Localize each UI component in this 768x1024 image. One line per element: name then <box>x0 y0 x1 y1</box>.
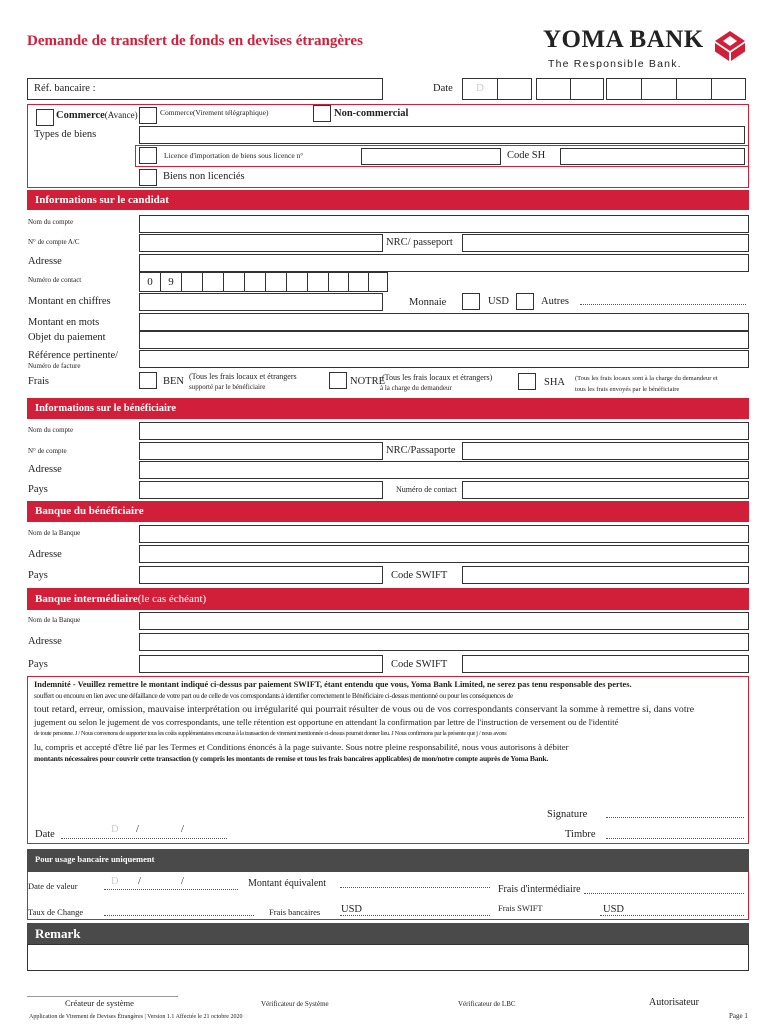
ben-bank-country-field[interactable] <box>139 566 383 584</box>
usd-label: USD <box>488 296 510 307</box>
inter-bank-address-label: Adresse <box>28 636 62 647</box>
amount-words-field[interactable] <box>139 313 749 331</box>
swift-fees-field[interactable] <box>600 915 744 916</box>
creator-signature-line <box>27 996 178 997</box>
ben-bank-swift-field[interactable] <box>462 566 749 584</box>
fees-label: Frais <box>28 376 49 387</box>
ben-contact-label: Numéro de contact <box>396 485 457 494</box>
ben-account-no-field[interactable] <box>139 442 383 460</box>
ben-bank-name-field[interactable] <box>139 525 749 543</box>
bank-fees-usd: USD <box>341 904 363 915</box>
payment-purpose-field[interactable] <box>139 331 749 349</box>
inter-bank-country-field[interactable] <box>139 655 383 673</box>
ben-account-name-field[interactable] <box>139 422 749 440</box>
other-currency-field[interactable] <box>580 304 746 305</box>
indemnity-date-label: Date <box>35 829 55 840</box>
lbc-verifier-label: Vérificateur de LBC <box>458 1000 516 1008</box>
applicant-account-name-label: Nom du compte <box>28 218 74 226</box>
payment-purpose-label: Objet du paiement <box>28 332 106 343</box>
goods-type-label: Types de biens <box>34 129 97 140</box>
ben-nrc-field[interactable] <box>462 442 749 460</box>
commerce-advance-checkbox[interactable] <box>36 109 54 126</box>
indemnity-line-5: de toute personne. J / Nous convenons de supporter tous les coûts supplémentaires encourus à la transaction de virement mentionnée ci-dessus pourrait donner lieu. J Nous confirmons par la présente que j / nous avons <box>34 730 507 737</box>
indemnity-line-4: jugement ou selon le jugement de vos correspondants, une telle rétention est opportune en attendant la confirmation par lettre de l'instruction de versement ou de l'identité <box>34 717 619 727</box>
invoice-label: Numéro de facture <box>28 362 81 370</box>
applicant-nrc-label: NRC/ passeport <box>386 237 453 248</box>
logo-tagline: The Responsible Bank. <box>548 58 682 70</box>
notre-checkbox[interactable] <box>329 372 347 389</box>
ben-account-no-label: N° de compte <box>28 447 67 455</box>
form-title: Demande de transfert de fonds en devises étrangères <box>27 33 363 49</box>
bank-use-section-header: Pour usage bancaire uniquement <box>27 849 749 872</box>
date-field-year[interactable] <box>606 78 746 100</box>
logo-text: YOMA BANK <box>543 26 704 53</box>
ben-contact-field[interactable] <box>462 481 749 499</box>
equivalent-amount-label: Montant équivalent <box>248 878 327 889</box>
sha-note-2: tous les frais envoyés par le bénéficiaire <box>575 386 680 393</box>
indemnity-date-d: D <box>111 824 119 835</box>
ben-account-name-label: Nom du compte <box>28 426 74 434</box>
date-field-month[interactable] <box>536 78 604 100</box>
inter-bank-country-label: Pays <box>28 659 48 670</box>
ben-bank-country-label: Pays <box>28 570 48 581</box>
swift-fees-usd: USD <box>603 904 625 915</box>
stamp-label: Timbre <box>565 829 596 840</box>
reference-label: Référence pertinente/ <box>28 350 119 361</box>
sha-label: SHA <box>544 377 566 388</box>
ben-bank-address-label: Adresse <box>28 549 62 560</box>
non-commercial-label: Non-commercial <box>334 108 409 119</box>
inter-bank-name-label: Nom de la Banque <box>28 616 81 624</box>
licence-number-field[interactable] <box>361 148 501 165</box>
commerce-tt-label: Commerce(Virement télégraphique) <box>160 108 269 117</box>
ben-bank-name-label: Nom de la Banque <box>28 529 81 537</box>
value-date-slash-2: / <box>181 876 184 887</box>
sha-note-1: (Tous les frais locaux sont à la charge du demandeur et <box>575 375 718 382</box>
form-version: Application de Virement de Devises Étrangères | Version 1.1 Affectée le 21 octobre 2020 <box>29 1014 243 1020</box>
bank-ref-label: Réf. bancaire : <box>34 83 96 94</box>
ben-label: BEN <box>163 376 184 387</box>
indemnity-line-3: tout retard, erreur, omission, mauvaise interprétation ou irrégularité qui pourrait résulter de vous ou de vos correspondants conservant la somme à remettre si, dans votre <box>34 704 695 715</box>
date-day-placeholder: D <box>463 79 498 99</box>
bank-use-frame <box>27 872 749 920</box>
notre-note-2: à la charge du demandeur <box>380 384 452 392</box>
goods-type-field[interactable] <box>139 126 745 144</box>
ben-checkbox[interactable] <box>139 372 157 389</box>
licence-checkbox[interactable] <box>139 147 157 164</box>
ben-bank-address-field[interactable] <box>139 545 749 563</box>
code-sh-field[interactable] <box>560 148 745 165</box>
usd-checkbox[interactable] <box>462 293 480 310</box>
contact-digit-1: 0 <box>140 273 161 291</box>
authorizer-label: Autorisateur <box>649 997 699 1008</box>
ben-note-1: (Tous les frais locaux et étrangers <box>189 372 297 381</box>
applicant-section-header: Informations sur le candidat <box>27 190 749 210</box>
date-field-day[interactable] <box>462 78 532 100</box>
indemnity-line-1: Indemnité - Veuillez remettre le montant indiqué ci-dessus par paiement SWIFT, étant entendu que vous, Yoma Bank Limited, ne serez pas tenu responsable des pertes. <box>34 680 632 689</box>
currency-label: Monnaie <box>409 297 447 308</box>
applicant-contact-field[interactable] <box>139 272 388 292</box>
commerce-advance-label: Commerce(Avance) <box>56 110 138 121</box>
page-number: Page 1 <box>729 1012 748 1020</box>
notre-note-1: (Tous les frais locaux et étrangers) <box>382 373 493 382</box>
inter-bank-swift-label: Code SWIFT <box>391 659 448 670</box>
intermediary-fees-field[interactable] <box>584 893 744 894</box>
signature-field[interactable] <box>606 817 744 818</box>
applicant-account-name-field[interactable] <box>139 215 749 233</box>
yoma-bank-logo <box>543 26 753 76</box>
code-sh-label: Code SH <box>507 150 546 161</box>
signature-label: Signature <box>547 809 588 820</box>
inter-bank-section-header: Banque intermédiaire(le cas échéant) <box>27 588 749 610</box>
indemnity-date-slash-1: / <box>136 824 139 835</box>
unlicensed-goods-label: Biens non licenciés <box>163 171 245 182</box>
ben-note-2: supporté par le bénéficiaire <box>189 383 266 391</box>
value-date-slash-1: / <box>138 876 141 887</box>
indemnity-date-field[interactable] <box>61 838 227 839</box>
applicant-contact-label: Numéro de contact <box>28 276 82 284</box>
applicant-address-label: Adresse <box>28 256 62 267</box>
inter-bank-address-field[interactable] <box>139 633 749 651</box>
value-date-label: Date de valeur <box>28 881 78 891</box>
non-commercial-checkbox[interactable] <box>313 105 331 122</box>
beneficiary-section-header: Informations sur le bénéficiaire <box>27 398 749 419</box>
equivalent-amount-field[interactable] <box>340 887 490 888</box>
value-date-field[interactable] <box>104 889 238 890</box>
amount-figures-label: Montant en chiffres <box>28 296 111 307</box>
applicant-nrc-field[interactable] <box>462 234 749 252</box>
exchange-rate-field[interactable] <box>104 915 254 916</box>
indemnity-line-6: lu, compris et accepté d'être lié par les Termes et Conditions énoncés à la page suivante. Sous notre pleine responsabilité, nous vous autorisons à débiter <box>34 742 569 752</box>
logo-diamond-icon <box>713 30 747 62</box>
exchange-rate-label: Taux de Change <box>28 907 84 917</box>
remark-section-header: Remark <box>27 923 749 944</box>
unlicensed-goods-checkbox[interactable] <box>139 169 157 186</box>
indemnity-date-slash-2: / <box>181 824 184 835</box>
ben-address-label: Adresse <box>28 464 62 475</box>
inter-bank-swift-field[interactable] <box>462 655 749 673</box>
applicant-address-field[interactable] <box>139 254 749 272</box>
remark-field[interactable] <box>27 944 749 971</box>
bank-fees-label: Frais bancaires <box>269 907 321 917</box>
indemnity-line-2: souffert ou encouru en lien avec une défaillance de votre part ou de celle de vos correspondants à identifier correctement le Bénéficiaire ci-dessus mentionné ou pour les conséquences de <box>34 692 513 700</box>
inter-bank-name-field[interactable] <box>139 612 749 630</box>
licence-label: Licence d'importation de biens sous licence n° <box>164 151 304 160</box>
stamp-field[interactable] <box>606 838 744 839</box>
swift-fees-label: Frais SWIFT <box>498 903 543 913</box>
ben-bank-section-header: Banque du bénéficiaire <box>27 501 749 522</box>
other-currency-label: Autres <box>541 296 569 307</box>
notre-label: NOTRE <box>350 376 385 387</box>
indemnity-line-7: montants nécessaires pour couvrir cette transaction (y compris les montants de remise et tous les frais bancaires applicables) de mon/notre compte auprès de Yoma Bank. <box>34 754 549 763</box>
applicant-account-no-label: N° de compte A/C <box>28 238 80 246</box>
system-verifier-label: Vérificateur de Système <box>261 1000 329 1008</box>
bank-ref-field[interactable] <box>27 78 383 100</box>
ben-bank-swift-label: Code SWIFT <box>391 570 448 581</box>
amount-figures-field[interactable] <box>139 293 383 311</box>
amount-words-label: Montant en mots <box>28 317 100 328</box>
ben-country-field[interactable] <box>139 481 383 499</box>
sha-checkbox[interactable] <box>518 373 536 390</box>
ben-nrc-label: NRC/Passaporte <box>386 445 456 456</box>
ben-address-field[interactable] <box>139 461 749 479</box>
intermediary-fees-label: Frais d'intermédiaire <box>498 884 581 895</box>
ben-country-label: Pays <box>28 484 48 495</box>
value-date-d: D <box>111 876 119 887</box>
contact-digit-2: 9 <box>161 273 182 291</box>
commerce-tt-checkbox[interactable] <box>139 107 157 124</box>
date-label: Date <box>433 83 453 94</box>
applicant-account-no-field[interactable] <box>139 234 383 252</box>
system-creator-label: Créateur de système <box>65 998 134 1008</box>
other-currency-checkbox[interactable] <box>516 293 534 310</box>
reference-field[interactable] <box>139 350 749 368</box>
bank-fees-field[interactable] <box>340 915 490 916</box>
